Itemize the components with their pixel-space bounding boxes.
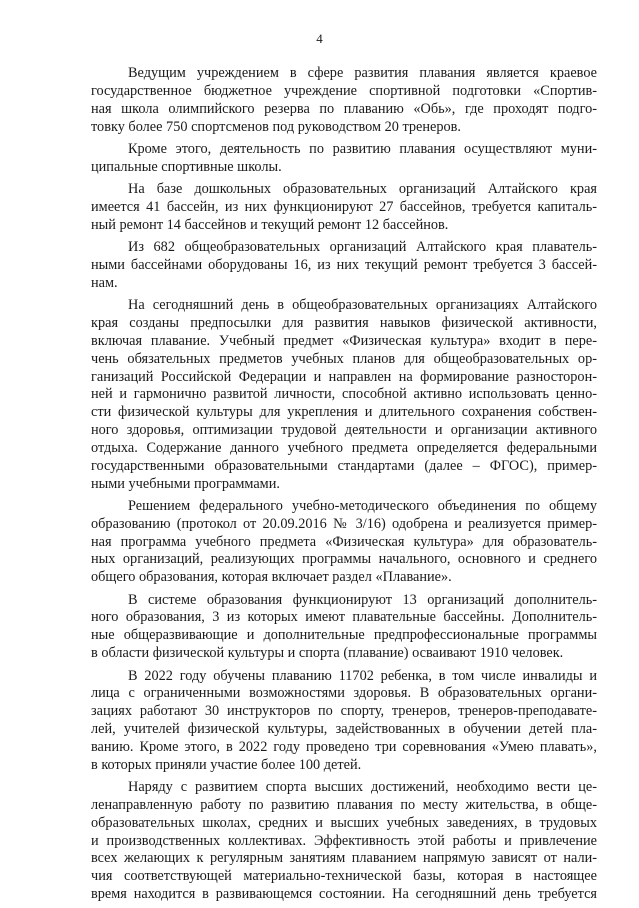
text-line: включая плавание. Учебный предмет «Физическая культура» входит в пере- — [91, 332, 597, 349]
text-line: края созданы предпосылки для развития навыков физической активности, — [91, 314, 597, 331]
text-line: ными бассейнами оборудованы 16, из них текущий ремонт требуется 3 бассей- — [91, 256, 597, 273]
text-line: ципальные спортивные школы. — [91, 158, 282, 175]
text-line: в которых приняли участие более 100 детей. — [91, 756, 362, 773]
text-line: Из 682 общеобразовательных организаций Алтайского края плаватель- — [128, 239, 597, 256]
text-line: чень обязательных предметов учебных планов для общеобразовательных ор- — [91, 350, 597, 367]
text-line: общего образования, которая включает раздел «Плавание». — [91, 569, 452, 586]
text-line: отдыха. Содержание данного учебного предмета определяется федеральными — [91, 439, 597, 456]
text-line: В 2022 году обучены плаванию 11702 ребенка, в том числе инвалиды и — [128, 667, 597, 684]
text-line: время находится в развивающемся состоянии. На сегодняшний день требуется — [91, 886, 597, 903]
paragraph — [91, 181, 597, 235]
text-line: ных организаций, реализующих программы начального, основного и среднего — [91, 551, 597, 568]
text-line: ная школа олимпийского резерва по плаванию «Обь», где проходят подго- — [91, 100, 597, 117]
text-line: ная программа учебного предмета «Физическая культура» для образователь- — [91, 533, 597, 550]
paragraph — [91, 779, 597, 904]
text-line: На сегодняшний день в общеобразовательных организациях Алтайского — [128, 297, 597, 314]
document-body — [91, 65, 597, 908]
text-line: Решением федерального учебно-методического объединения по общему — [128, 497, 597, 514]
text-line: сти физической культуры для укрепления и длительного сохранения собствен- — [91, 404, 597, 421]
text-line: образовательных школах, средних и высших учебных заведениях, в трудовых — [91, 814, 597, 831]
text-line: имеется 41 бассейн, из них функционируют 27 бассейнов, требуется капиталь- — [91, 198, 597, 215]
text-line: ганизаций Российской Федерации и направлен на формирование разносторон- — [91, 368, 597, 385]
text-line: ванию. Кроме этого, в 2022 году проведено три соревнования «Умею плавать», — [91, 738, 597, 755]
paragraph — [91, 297, 597, 493]
text-line: в области физической культуры и спорта (плавание) осваивают 1910 человек. — [91, 645, 564, 662]
text-line: государственное бюджетное учреждение спортивной подготовки «Спортив- — [91, 82, 597, 99]
text-line: и производственных коллективах. Эффективность этой работы и привлечение — [91, 832, 597, 849]
text-line: ными учебными программами. — [91, 475, 280, 492]
page-number: 4 — [316, 31, 323, 46]
text-line: образованию (протокол от 20.09.2016 № 3/16) одобрена и реализуется пример- — [91, 515, 597, 532]
text-line: ного образования, 3 из которых имеют плавательные бассейны. Дополнитель- — [91, 609, 597, 626]
paragraph — [91, 141, 597, 177]
text-line: ней и гармонично развитой личности, способной активно использовать ценно- — [91, 386, 597, 403]
text-line: Наряду с развитием спорта высших достижений, необходимо вести це- — [128, 779, 597, 796]
text-line: ленаправленную работу по развитию плавания по месту жительства, в обще- — [91, 796, 597, 813]
text-line: Ведущим учреждением в сфере развития плавания является краевое — [128, 65, 597, 81]
text-line: В системе образования функционируют 13 организаций дополнитель- — [128, 591, 597, 608]
text-line: всех желающих к регулярным занятиям плаванием напрямую зависят от нали- — [91, 850, 597, 867]
text-line: ные общеразвивающие и дополнительные предпрофессиональные программы — [91, 627, 597, 644]
paragraph — [91, 65, 597, 136]
text-line: чия соответствующей материально-технической базы, которая в настоящее — [91, 868, 597, 885]
paragraph — [91, 239, 597, 293]
text-line: государственными образовательными стандартами (далее – ФГОС), пример- — [91, 457, 597, 474]
paragraph — [91, 498, 597, 587]
text-line: На базе дошкольных образовательных организаций Алтайского края — [128, 181, 597, 198]
text-line: лей, учителей физической культуры, задействованных в обучении детей пла- — [91, 721, 597, 738]
text-line: лица с ограниченными возможностями здоровья. В образовательных органи- — [91, 685, 597, 702]
paragraph — [91, 592, 597, 663]
text-line: нам. — [91, 274, 118, 291]
paragraph — [91, 668, 597, 775]
text-line: зациях работают 30 инструкторов по спорту, тренеров, тренеров-преподавате- — [91, 703, 597, 720]
text-line: товку более 750 спортсменов под руководством 20 тренеров. — [91, 118, 461, 135]
text-line: ный ремонт 14 бассейнов и текущий ремонт 12 бассейнов. — [91, 216, 449, 233]
text-line: Кроме этого, деятельность по развитию плавания осуществляют муни- — [128, 140, 597, 157]
text-line: ного здоровья, оптимизации трудовой деятельности и организации активного — [91, 422, 597, 439]
